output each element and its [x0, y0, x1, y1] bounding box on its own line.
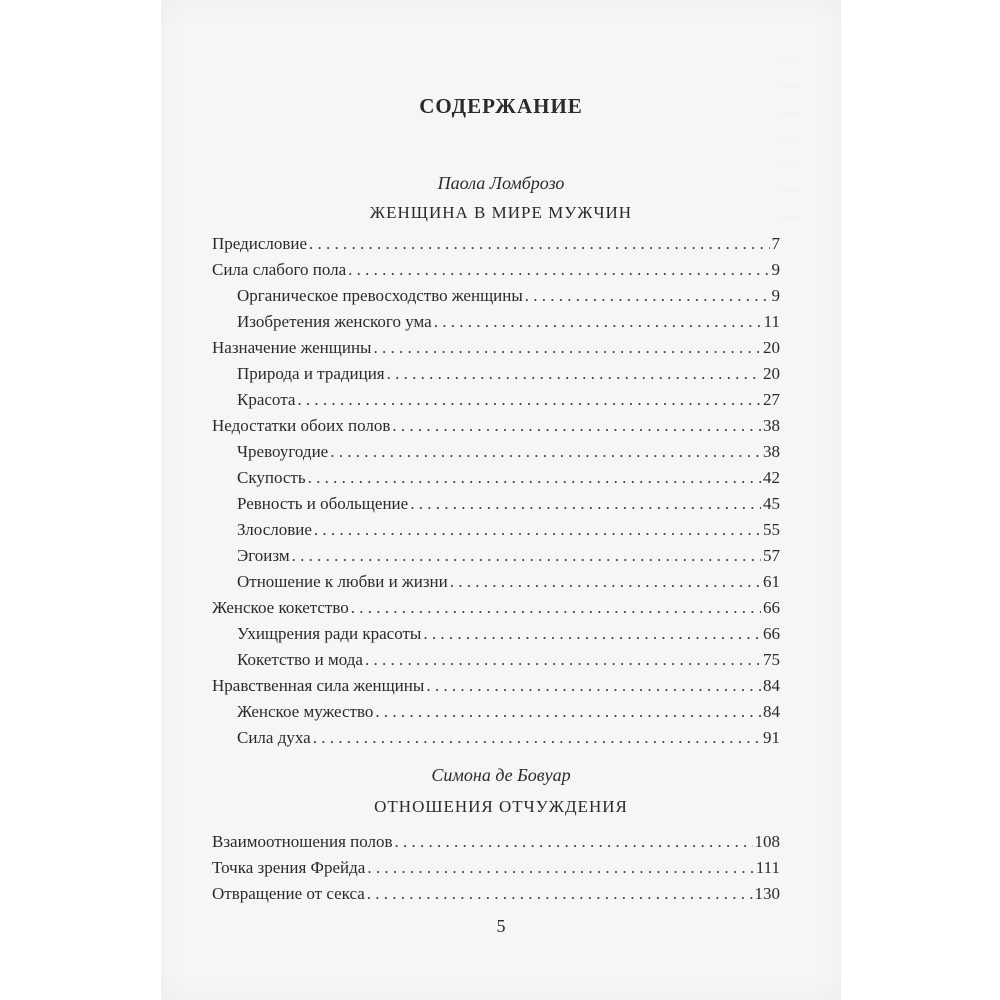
dot-leader — [330, 439, 761, 465]
dot-leader — [392, 413, 761, 439]
book-page — [161, 0, 841, 1000]
toc-entry — [212, 673, 780, 699]
dot-leader — [309, 231, 769, 257]
toc-entry-title: Красота — [237, 390, 296, 409]
toc-subentry — [212, 309, 780, 335]
toc-entry-title: Сила слабого пола — [212, 260, 347, 279]
toc-entry — [212, 855, 780, 881]
toc-subentry — [212, 543, 780, 569]
toc-entry-page: 57 — [763, 546, 780, 565]
toc-entry — [212, 413, 780, 439]
toc-entry-title: Женское мужество — [237, 702, 374, 721]
toc-subentry — [212, 361, 780, 387]
toc-entry-title: Точка зрения Фрейда — [212, 858, 366, 877]
dot-leader — [308, 465, 761, 491]
toc-entry-page: 91 — [763, 728, 780, 747]
dot-leader — [525, 283, 770, 309]
part2-title: ОТНОШЕНИЯ ОТЧУЖДЕНИЯ — [374, 797, 628, 816]
toc-entry-page: 111 — [755, 858, 780, 877]
dot-leader — [423, 621, 761, 647]
toc-entry-title: Изобретения женского ума — [237, 312, 432, 331]
dot-leader — [373, 335, 761, 361]
toc-subentry — [212, 491, 780, 517]
toc-entry-page: 66 — [763, 624, 780, 643]
toc-entry-title: Женское кокетство — [212, 598, 349, 617]
toc-part2 — [212, 829, 780, 907]
toc-entry-title: Эгоизм — [237, 546, 290, 565]
toc-entry-title: Нравственная сила женщины — [212, 676, 425, 695]
dot-leader — [297, 387, 761, 413]
toc-subentry — [212, 621, 780, 647]
toc-entry-title: Взаимоотношения полов — [212, 832, 393, 851]
toc-subentry — [212, 283, 780, 309]
part1-author: Паола Ломброзо — [437, 173, 565, 193]
toc-entry-page: 11 — [763, 312, 780, 331]
dot-leader — [367, 881, 753, 907]
toc-entry-page: 38 — [763, 442, 780, 461]
toc-entry-title: Злословие — [237, 520, 312, 539]
toc-part1 — [212, 231, 780, 751]
toc-entry-page: 84 — [763, 676, 780, 695]
dot-leader — [450, 569, 761, 595]
toc-entry-title: Предисловие — [212, 234, 308, 253]
toc-entry-title: Ухищрения ради красоты — [237, 624, 422, 643]
toc-entry-page: 75 — [763, 650, 780, 669]
toc-entry-title: Природа и традиция — [237, 364, 385, 383]
toc-entry-page: 84 — [763, 702, 780, 721]
toc-subentry — [212, 647, 780, 673]
part2-author: Симона де Бовуар — [431, 765, 571, 785]
dot-leader — [292, 543, 761, 569]
toc-entry-page: 130 — [754, 884, 780, 903]
toc-entry-page: 20 — [763, 338, 780, 357]
toc-subentry — [212, 699, 780, 725]
toc-entry — [212, 257, 780, 283]
toc-entry-page: 27 — [763, 390, 780, 409]
bleed-through-text: ····· ····· ····· ····· ····· ····· ····· — [777, 55, 801, 226]
toc-entry-title: Недостатки обоих полов — [212, 416, 391, 435]
toc-entry — [212, 595, 780, 621]
toc-entry-title: Кокетство и мода — [237, 650, 363, 669]
toc-entry-page: 66 — [763, 598, 780, 617]
toc-entry-title: Назначение женщины — [212, 338, 372, 357]
toc-entry — [212, 881, 780, 907]
dot-leader — [434, 309, 762, 335]
dot-leader — [314, 517, 761, 543]
dot-leader — [351, 595, 761, 621]
toc-entry-title: Органическое превосходство женщины — [237, 286, 523, 305]
page-number: 5 — [496, 916, 506, 936]
toc-entry-page: 42 — [763, 468, 780, 487]
toc-entry — [212, 829, 780, 855]
toc-entry-page: 55 — [763, 520, 780, 539]
toc-entry-title: Сила духа — [237, 728, 311, 747]
toc-entry-page: 61 — [763, 572, 780, 591]
dot-leader — [375, 699, 761, 725]
toc-subentry — [212, 569, 780, 595]
dot-leader — [426, 673, 761, 699]
toc-entry-page: 9 — [771, 260, 780, 279]
page-title: СОДЕРЖАНИЕ — [419, 94, 583, 118]
dot-leader — [313, 725, 761, 751]
dot-leader — [367, 855, 753, 881]
dot-leader — [395, 829, 753, 855]
toc-entry-title: Чревоугодие — [237, 442, 329, 461]
dot-leader — [365, 647, 761, 673]
toc-subentry — [212, 387, 780, 413]
toc-entry — [212, 231, 780, 257]
dot-leader — [348, 257, 769, 283]
toc-entry-page: 108 — [754, 832, 780, 851]
toc-entry-page: 7 — [771, 234, 780, 253]
toc-subentry — [212, 725, 780, 751]
toc-entry-page: 38 — [763, 416, 780, 435]
toc-entry-title: Ревность и обольщение — [237, 494, 409, 513]
toc-subentry — [212, 465, 780, 491]
toc-entry-page: 45 — [763, 494, 780, 513]
toc-entry-page: 20 — [763, 364, 780, 383]
toc-entry-title: Скупость — [237, 468, 306, 487]
part1-title: ЖЕНЩИНА В МИРЕ МУЖЧИН — [369, 203, 633, 222]
toc-entry-title: Отвращение от секса — [212, 884, 365, 903]
toc-entry — [212, 335, 780, 361]
dot-leader — [410, 491, 761, 517]
toc-subentry — [212, 517, 780, 543]
toc-entry-page: 9 — [771, 286, 780, 305]
dot-leader — [387, 361, 761, 387]
toc-entry-title: Отношение к любви и жизни — [237, 572, 448, 591]
toc-subentry — [212, 439, 780, 465]
